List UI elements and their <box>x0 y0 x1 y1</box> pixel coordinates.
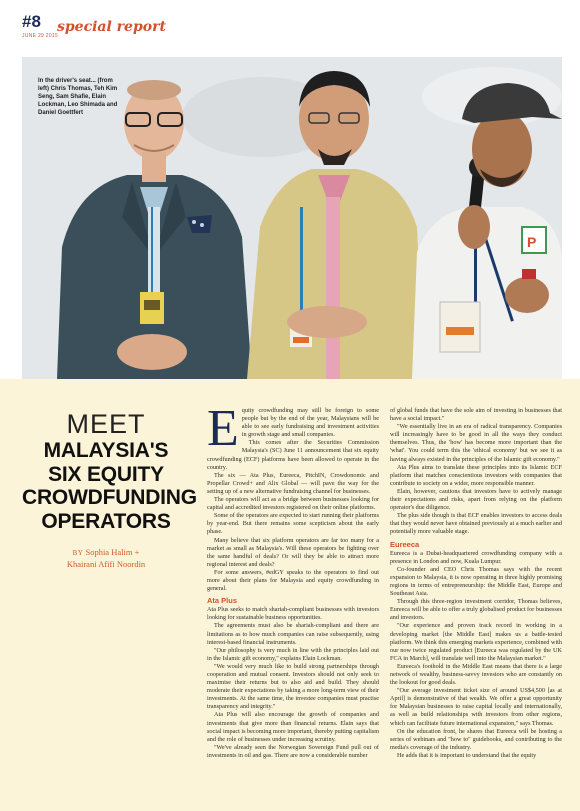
paragraph: Elain, however, cautions that investors have to actively manage their expectations and risks, apart from relying on the platform operator's due diligence. <box>390 487 562 512</box>
paragraph: This comes after the Securities Commission Malaysia's (SC) June 11 announcement that six equity crowdfunding (ECF) platforms have been allowed to operate in the country. <box>207 439 379 471</box>
byline <box>22 547 190 570</box>
byline-prefix: BY <box>72 549 84 557</box>
paragraph: "Our philosophy is very much in line with the principles laid out in the Islamic gift economy," explains Elain Lockman. <box>207 646 379 662</box>
issue-number: #8 <box>22 12 41 31</box>
headline-kicker: MEET <box>66 409 146 439</box>
paragraph: The agreements must also be shariah-compliant and there are limitations as to how much companies can raise subsequently, using interest-based financial instruments. <box>207 622 379 646</box>
drop-cap: E <box>207 400 239 457</box>
paragraph: For some answers, #edGY speaks to the operators to find out more about their plans for Malaysia and equity crowdfunding in general. <box>207 568 379 593</box>
article-column-2 <box>390 407 562 760</box>
section-title: special report <box>57 19 166 35</box>
paragraph: "We would very much like to build strong partnerships through cooperation and mutual consent. Investors should not only seek to maximise their returns but to also aid and build. They should moderate their expectations by taking a more long-term view of their investments. At the same time, the investee companies must practise transparency and integrity." <box>207 662 379 711</box>
paragraph: of global funds that have the sole aim of investing in businesses that have a social impact." <box>390 407 562 423</box>
paragraph: Through this three-region investment corridor, Thomas believes, Eureeca will be able to offer a truly globalised product for businesses and investors. <box>390 598 562 622</box>
paragraph: Ata Plus aims to translate these principles into its Islamic ECF platform that matches conscientious investors with companies that contribute to society on a wider, more responsible manner. <box>390 463 562 487</box>
headline: MALAYSIA'S SIX EQUITY CROWDFUNDING OPERATORS <box>22 439 197 533</box>
paragraph: The operators will act as a bridge between businesses looking for capital and accredited investors registered on their online platforms. <box>207 496 379 512</box>
issue-date: JUNE 29 2015 <box>22 33 59 39</box>
photo-caption: In the driver's seat... (from left) Chris Thomas, Teh Kim Seng, Sam Shafie, Elain Lockman, Leo Shimada and Daniel Goettfert <box>38 78 118 116</box>
subheading: Eureeca <box>390 539 420 549</box>
paragraph: Eureeca is a Dubai-headquartered crowdfunding company with a presence in London and now, Kuala Lumpur. <box>390 549 562 565</box>
paragraph: Ata Plus seeks to match shariah-compliant businesses with investors looking for sustainable business opportunities. <box>207 606 379 622</box>
paragraph: "Our experience and proven track record in working in a developing market [the Middle East] makes us a battle-tested platform. We think this emerging markets experience, combined with our now twice regulated product [Eureeca was regulated by the UK FCA in March], will translate well into the Malaysian market." <box>390 622 562 662</box>
page-header <box>22 8 562 38</box>
article-area <box>0 379 580 811</box>
paragraph: He adds that it is important to understand that the equity <box>397 751 537 759</box>
subheading: Ata Plus <box>207 596 238 606</box>
headline-block <box>22 409 197 570</box>
paragraph: "Our average investment ticket size of around US$4,500 [as at April] is demonstrative of that wealth. We offer a great opportunity for Malaysian businesses to raise capital locally and internationally, as well as build relationships with investors from other regions, which can facilitate future international expansion," says Thomas. <box>390 687 562 727</box>
svg-text:P: P <box>527 234 537 250</box>
paragraph: The plus side though is that ECF enables investors to access deals that they would never have obtained previously at a much earlier and potentially more valuable stage. <box>390 512 562 536</box>
paragraph: Eureeca's foothold in the Middle East means that there is a large network of wealthy, business-savvy investors who are constantly on the lookout for good deals. <box>390 662 562 687</box>
paragraph: The six — Ata Plus, Eureeca, PitchIN, Crowdonomic and Propellar Crowd+ and Alix Global — will pave the way for the setting up of a new alternative fundraising channel for businesses. <box>207 471 379 495</box>
paragraph: Many believe that six platform operators are far too many for a market as small as Malaysia's. Will these operators be fighting over the same handful of deals? Or will they be able to attract more regional interest and deals? <box>207 536 379 568</box>
paragraph: Ata Plus will also encourage the growth of companies and investments that give more than financial returns. Elain says that social impact is becoming more important, thereby putting capitalism and the role of businesses under increasing scrutiny. <box>207 711 380 743</box>
byline-authors: Sophia Halim + Khairani Afifi Noordin <box>66 547 146 569</box>
paragraph: Co-founder and CEO Chris Thomas says with the recent expansion to Malaysia, it is now operating in three highly promising regions in terms of entrepreneurship: the Middle East, Europe and Southeast Asia. <box>390 565 562 598</box>
article-column-1 <box>207 400 380 760</box>
group-photo <box>22 57 562 379</box>
paragraph: "We've already seen the Norwegian Sovereign Fund pull out of investments in oil and gas. There are now a considerable number <box>207 743 379 759</box>
paragraph: "We essentially live in an era of radical transparency. Companies will increasingly have to be good in all the ways they conduct themselves. Thus, the 'how' has become more important than the 'what'. You could term this the 'ethical economy' but we see it as having always existed in the principles of the Islamic gift economy." <box>390 423 562 463</box>
paragraph: Some of the operators are expected to start running their platforms by year-end. But there remains some scepticism about the early phase. <box>207 512 379 536</box>
paragraph: On the education front, he shares that Eureeca will be hosting a series of webinars and "how to" guidebooks, and contributing to the media's coverage of the industry. <box>390 727 562 751</box>
paragraph-text: quity crowdfunding may still be foreign to some people but by the end of the year, Malaysians will be able to see early fundraising and investment activities in growth stage and small companies. <box>241 407 379 439</box>
